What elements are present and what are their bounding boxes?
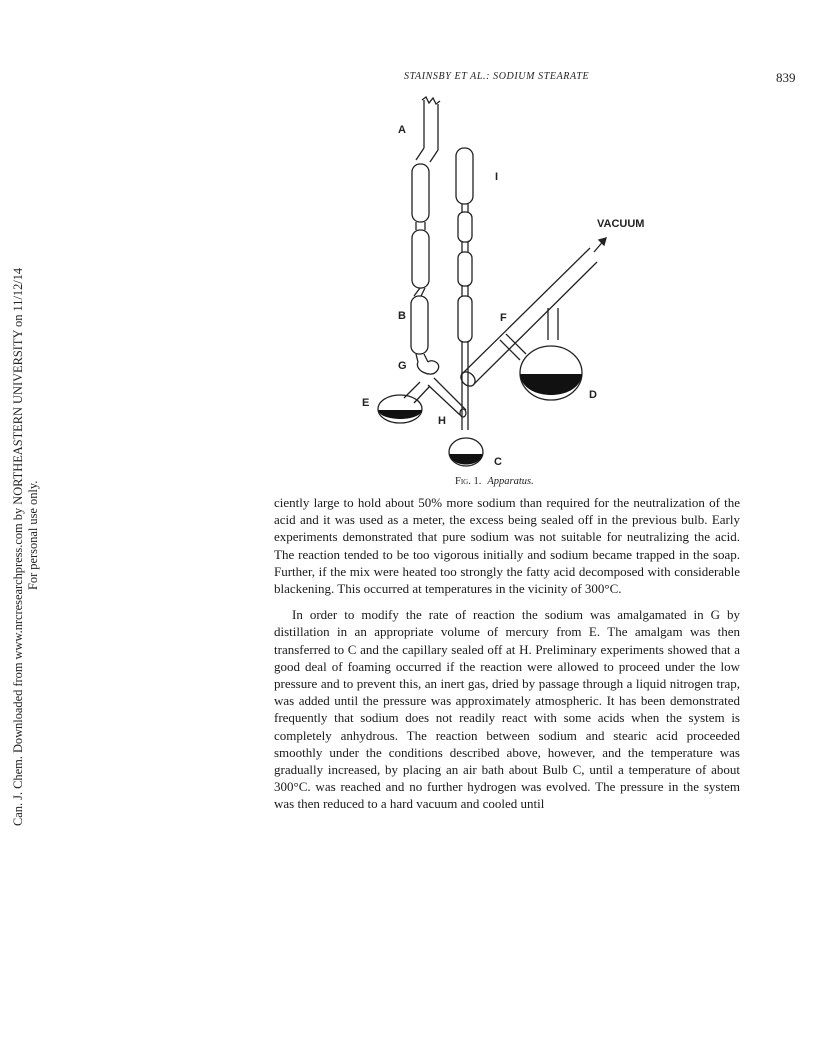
flask-d-neck (548, 308, 558, 340)
tube-a-bend (416, 148, 438, 162)
tube-i-top (456, 148, 473, 204)
page-number: 839 (776, 70, 796, 85)
paragraph-2: In order to modify the rate of reaction the sodium was amalgamated in G by distillation in an appropriate volume of mercury from E. The amalgam was then transferred to C and the capillary sealed off at H. Preliminary experiments showed that a good deal of foaming occurred if the reaction were allowed to proceed under the low pressure and to prevent this, an inert gas, dried by passage through a liquid nitrogen trap, was added until the pressure was approximately atmospheric. It has been demonstrated frequently that sodium does not readily react with some acids when the system is completely anhydrous. The reaction between sodium and stearic acid proceeded smoothly under the conditions described above, however, and the temperature was gradually increased, by placing an air bath about Bulb C, until a temperature of about 300°C. was reached and no further hydrogen was evolved. The pressure in the system was then reduced to a hard vacuum and cooled until (274, 607, 740, 812)
tube-i-bulb-2 (458, 252, 472, 286)
tube-i-bulb-1 (458, 212, 472, 242)
label-vacuum: VACUUM (597, 218, 645, 230)
liquid-c (449, 454, 483, 465)
label-g: G (398, 360, 407, 372)
tube-h (428, 378, 466, 415)
label-a: A (398, 124, 406, 136)
label-f: F (500, 312, 507, 324)
watermark-line-1: Can. J. Chem. Downloaded from www.nrcresearchpress.com by NORTHEASTERN UNIVERSITY on 11/12/14 (11, 267, 25, 826)
caption-title: Apparatus. (487, 476, 534, 487)
label-d: D (589, 389, 597, 401)
label-c: C (494, 456, 502, 467)
label-h: H (438, 415, 446, 427)
bulb-upper (412, 164, 429, 222)
paragraph-1: ciently large to hold about 50% more sodium than required for the neutralization of the acid and it was used as a meter, the excess being sealed off in the previous bulb. Early experiments demonstrated that pure sodium was not suitable for neutralizing the acid. The reaction tended to be too vigorous initially and sodium became trapped in the soap. Further, if the mix were heated too strongly the fatty acid decomposed with considerable blackening. This occurred at temperatures in the vicinity of 300°C. (274, 495, 740, 597)
apparatus-drawing (350, 92, 670, 467)
figure-caption (455, 476, 534, 487)
bulb-b (411, 296, 428, 354)
joint-f (500, 334, 526, 360)
running-head: STAINSBY ET AL.: SODIUM STEARATE (404, 71, 590, 82)
bend-g (417, 361, 438, 374)
label-i: I (495, 171, 499, 183)
label-b: B (398, 310, 406, 322)
body-text (274, 494, 740, 813)
bulb-middle (412, 230, 429, 288)
download-watermark (0, 0, 40, 1056)
caption-number: Fig. 1. (455, 476, 482, 487)
liquid-e (378, 410, 422, 419)
tube-a (424, 100, 438, 150)
tube-i-bulb-3 (458, 296, 472, 342)
vacuum-manifold (462, 248, 597, 384)
watermark-line-2: For personal use only. (26, 480, 40, 590)
tube-a-broken-end (422, 97, 440, 104)
apparatus-figure (350, 92, 670, 467)
label-e: E (362, 397, 370, 409)
